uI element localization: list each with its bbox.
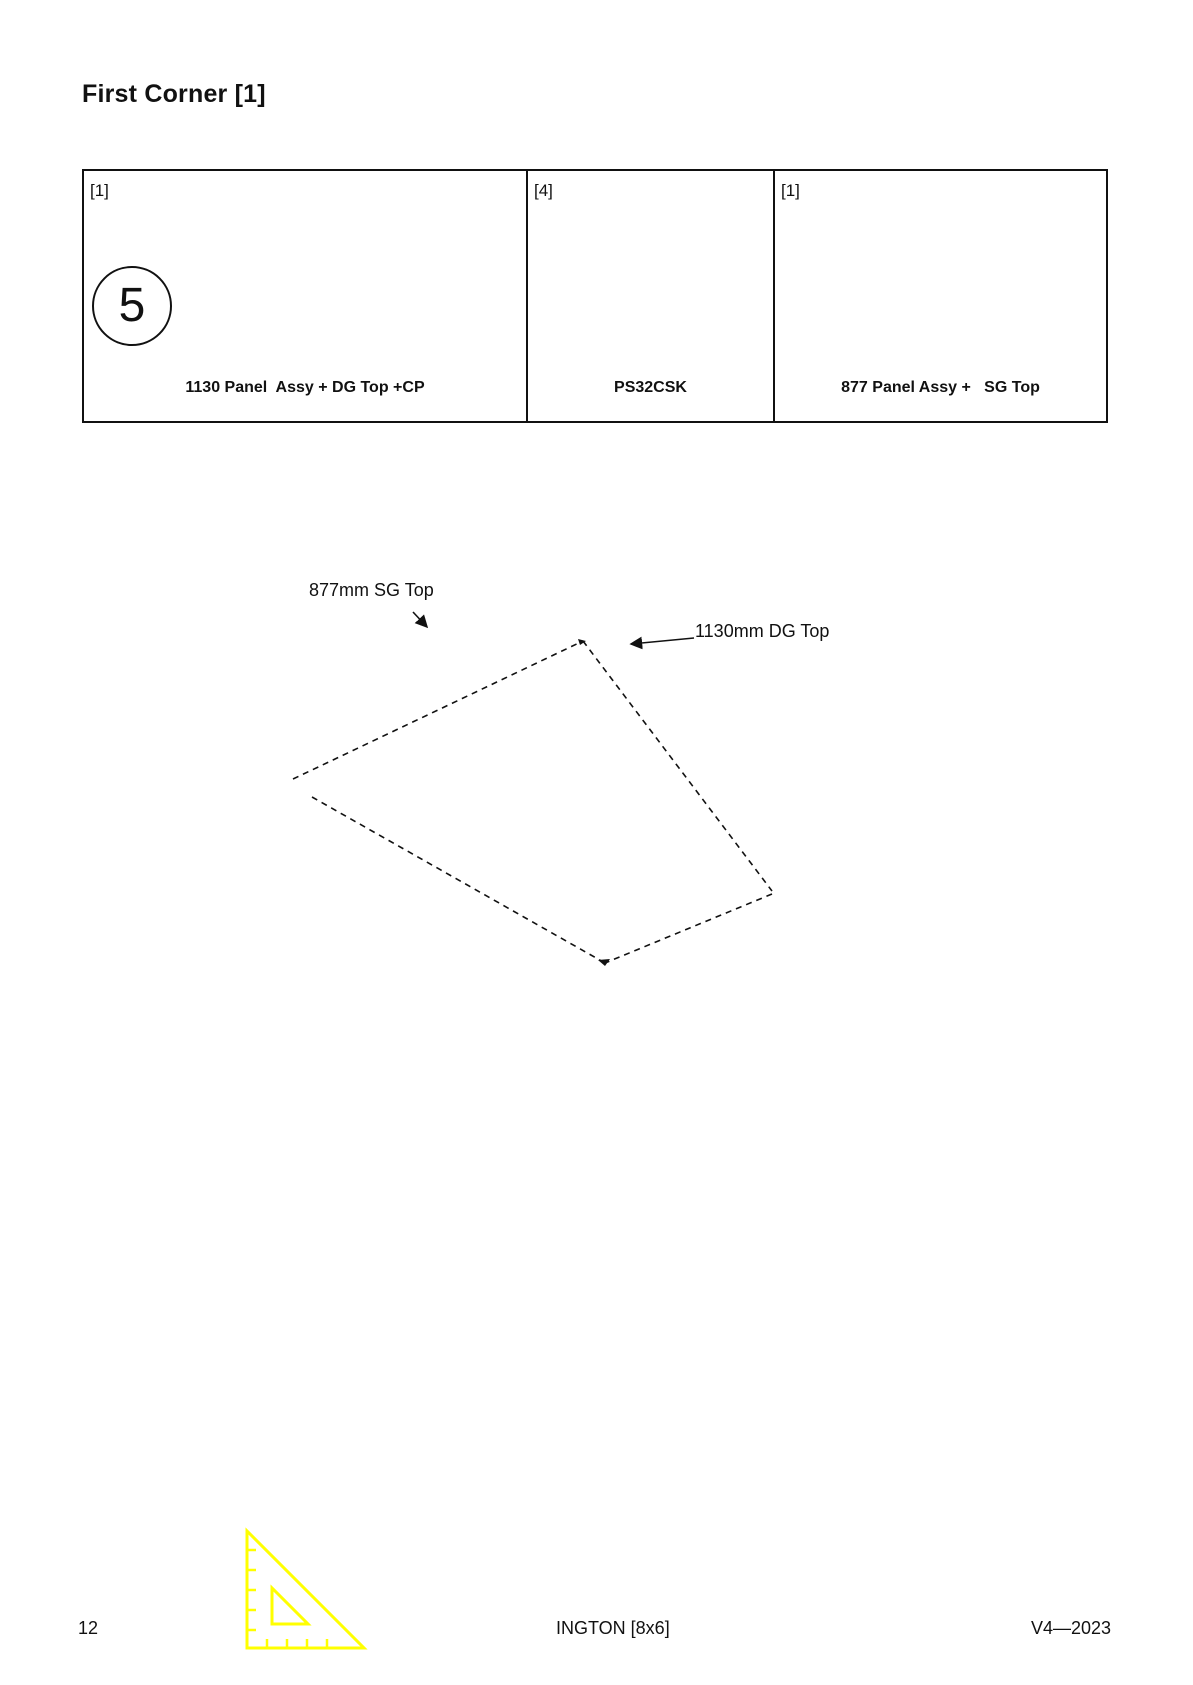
- callout-arrow-dg: [631, 638, 694, 644]
- callout-dg-top: 1130mm DG Top: [695, 621, 830, 641]
- panel-edge-left-bottom: [312, 797, 605, 963]
- callout-arrow-sg: [413, 612, 427, 627]
- panel-edge-dg-top: [583, 641, 772, 891]
- footer-version: V4—2023: [1031, 1618, 1112, 1638]
- panel-edge-sg-top: [293, 641, 583, 779]
- set-square-icon: [240, 1525, 370, 1653]
- part-cell-panel-1130: [84, 171, 526, 421]
- part-cell-panel-877: [773, 171, 1106, 421]
- callout-sg-top: 877mm SG Top: [309, 580, 434, 600]
- part-name: 877 Panel Assy + SG Top: [841, 379, 1040, 396]
- part-quantity: [1]: [781, 181, 800, 200]
- step-number-badge: 5: [92, 266, 172, 346]
- panel-outline: [293, 641, 772, 963]
- panel-edge-right-bottom: [605, 894, 772, 963]
- part-quantity: [4]: [534, 181, 553, 200]
- part-cell-screws: [526, 171, 773, 421]
- footer-document-title: INGTON [8x6]: [556, 1618, 670, 1638]
- part-name: 1130 Panel Assy + DG Top +CP: [185, 379, 425, 396]
- corner-marker-bottom: [598, 959, 610, 966]
- page-title: First Corner [1]: [82, 80, 266, 108]
- part-quantity: [1]: [90, 181, 109, 200]
- footer-page-number: 12: [78, 1618, 99, 1638]
- part-name: PS32CSK: [614, 379, 687, 396]
- corner-marker-top: [578, 639, 586, 645]
- parts-table: [82, 169, 1108, 423]
